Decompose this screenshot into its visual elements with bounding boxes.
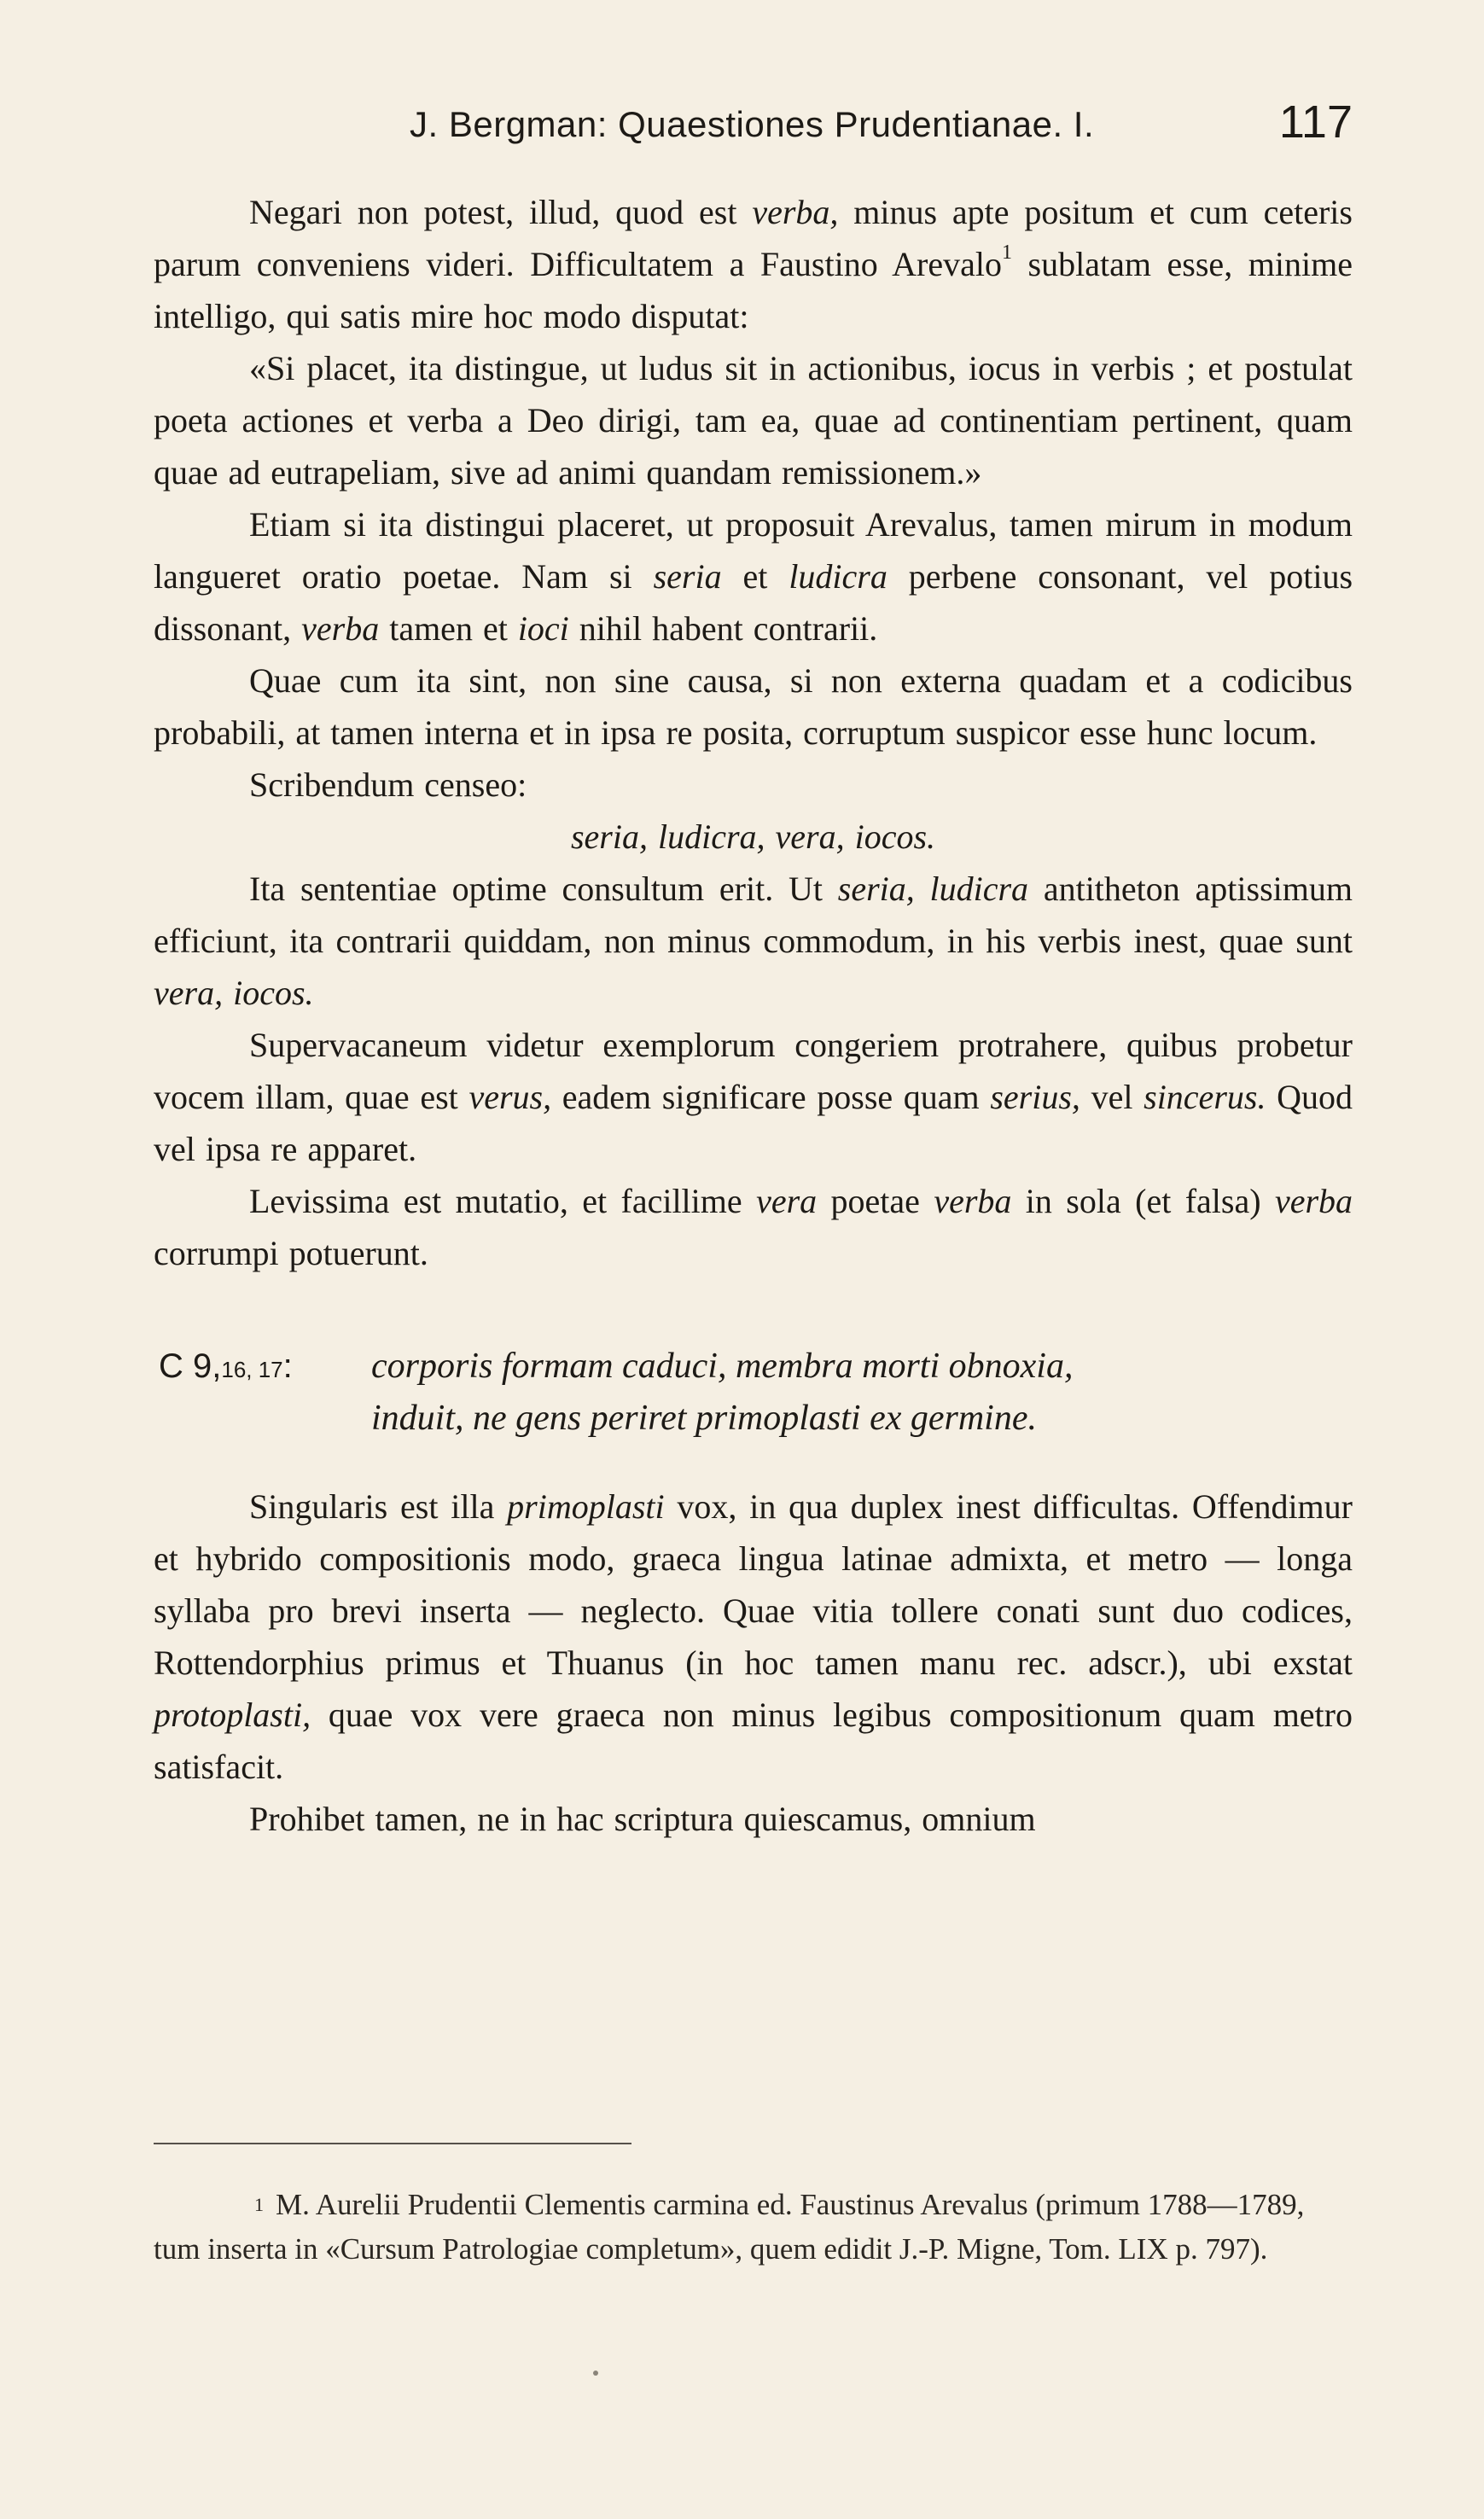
text-run: quae vox vere graeca non minus legibus compositionum quam metro satisfacit. (154, 1696, 1353, 1786)
italic-term: verba, (752, 193, 839, 231)
text-run: antitheton aptissimum efficiunt, ita contrarii quiddam, non minus commodum, in his verbis inest, quae sunt (154, 870, 1353, 960)
citation-ref-lines: 16, 17 (221, 1357, 283, 1382)
paragraph-5 (154, 759, 1353, 811)
running-head: J. Bergman: Quaestiones Prudentianae. I. (410, 104, 1095, 144)
citation-ref-main: C 9, (159, 1347, 222, 1385)
italic-term: ioci (517, 609, 569, 648)
paragraph-9 (154, 1175, 1353, 1279)
paragraph-11 (154, 1793, 1353, 1845)
emended-reading (154, 811, 1353, 863)
paragraph-1 (154, 186, 1353, 342)
citation-ref-colon: : (282, 1347, 293, 1385)
citation-reference (159, 1341, 293, 1396)
text-run: sublatam esse, minime intelligo, qui satis mire hoc modo disputat: (154, 245, 1353, 335)
text-run: minus apte positum et cum ceteris parum conveniens videri. Difficultatem a Faustino Arevalo (154, 193, 1353, 283)
verse-line-1: corporis formam caduci, membra morti obnoxia, (371, 1347, 1074, 1386)
italic-term: sincerus. (1144, 1078, 1266, 1116)
text-run: perbene consonant, vel potius dissonant, (154, 557, 1353, 648)
footnote-reference: 1 (1001, 241, 1012, 264)
text-run: Etiam si ita distingui placeret, ut proposuit Arevalus, tamen mirum in modum langueret oratio poetae. Nam si (154, 505, 1353, 596)
italic-term: ludicra (789, 557, 887, 596)
italic-term: primoplasti (507, 1487, 665, 1526)
text-run: Negari non potest, illud, quod est (249, 193, 753, 231)
main-text (154, 186, 1353, 1845)
page-header (154, 96, 1353, 164)
italic-term: seria, ludicra (837, 870, 1029, 908)
text-run: vox, in qua duplex inest difficultas. Offendimur et hybrido compositionis modo, graeca lingua latinae admixta, et metro — longa syllaba pro brevi inserta — neglecto. Quae vitia tollere conati sunt duo codices, Rottendorphius primus et Thuanus (in hoc tamen manu rec. adscr.), ubi exstat (154, 1487, 1353, 1682)
italic-term: verba (1274, 1182, 1353, 1220)
text-run: «Si placet, ita distingue, ut ludus sit in actionibus, iocus in verbis ; et postulat poeta actiones et verba a Deo dirigi, tam ea, quae ad continentiam pertinent, quam quae ad eutrapeliam, sive ad animi quandam remissionem.» (154, 349, 1353, 492)
paragraph-2 (154, 342, 1353, 498)
ink-speck (593, 2371, 598, 2376)
text-run: Singularis est illa (249, 1487, 508, 1526)
text-run: Prohibet tamen, ne in hac scriptura quiescamus, omnium (249, 1800, 1036, 1838)
text-run: Quod vel ipsa re apparet. (154, 1078, 1353, 1168)
paragraph-10 (154, 1481, 1353, 1793)
text-run: nihil habent contrarii. (568, 609, 878, 648)
footnote (154, 2183, 1353, 2272)
italic-term: vera (756, 1182, 818, 1220)
verse-line-2: induit, ne gens periret primoplasti ex germine. (371, 1399, 1037, 1438)
text-run: Scribendum censeo: (249, 765, 527, 804)
text-run: eadem significare posse quam (551, 1078, 991, 1116)
paragraph-7 (154, 863, 1353, 1019)
text-run: vel (1080, 1078, 1144, 1116)
text-run: Ita sententiae optime consultum erit. Ut (249, 870, 838, 908)
paragraph-4 (154, 654, 1353, 759)
text-run: tamen et (379, 609, 518, 648)
text-run: Quae cum ita sint, non sine causa, si non externa quadam et a codicibus probabili, at tamen interna et in ipsa re posita, corruptum suspicor esse hunc locum. (154, 661, 1353, 752)
paragraph-8 (154, 1019, 1353, 1175)
page-number: 117 (1278, 96, 1353, 148)
footnote-text: M. Aurelii Prudentii Clementis carmina ed. Faustinus Arevalus (primum 1788—1789, tum inserta in «Cursum Patrologiae completum», quem edidit J.-P. Migne, Tom. LIX p. 797). (154, 2188, 1305, 2266)
italic-term: serius, (990, 1078, 1080, 1116)
italic-term: seria, ludicra, vera, iocos. (570, 817, 936, 856)
italic-term: verba (301, 609, 380, 648)
text-run: in sola (et falsa) (1011, 1182, 1275, 1220)
text-run: Levissima est mutatio, et facillime (249, 1182, 757, 1220)
text-run: corrumpi potuerunt. (154, 1234, 428, 1272)
italic-term: vera, iocos. (154, 974, 314, 1012)
italic-term: protoplasti, (154, 1696, 311, 1734)
text-run: poetae (817, 1182, 934, 1220)
text-run: et (721, 557, 789, 596)
paragraph-3 (154, 498, 1353, 654)
footnote-mark: 1 (254, 2194, 264, 2215)
italic-term: verus, (468, 1078, 552, 1116)
footnote-divider (154, 2143, 631, 2144)
verse-citation (154, 1341, 1353, 1445)
text-run: Supervacaneum videtur exemplorum congeriem protrahere, quibus probetur vocem illam, quae est (154, 1026, 1353, 1116)
italic-term: seria (653, 557, 722, 596)
italic-term: verba (934, 1182, 1012, 1220)
